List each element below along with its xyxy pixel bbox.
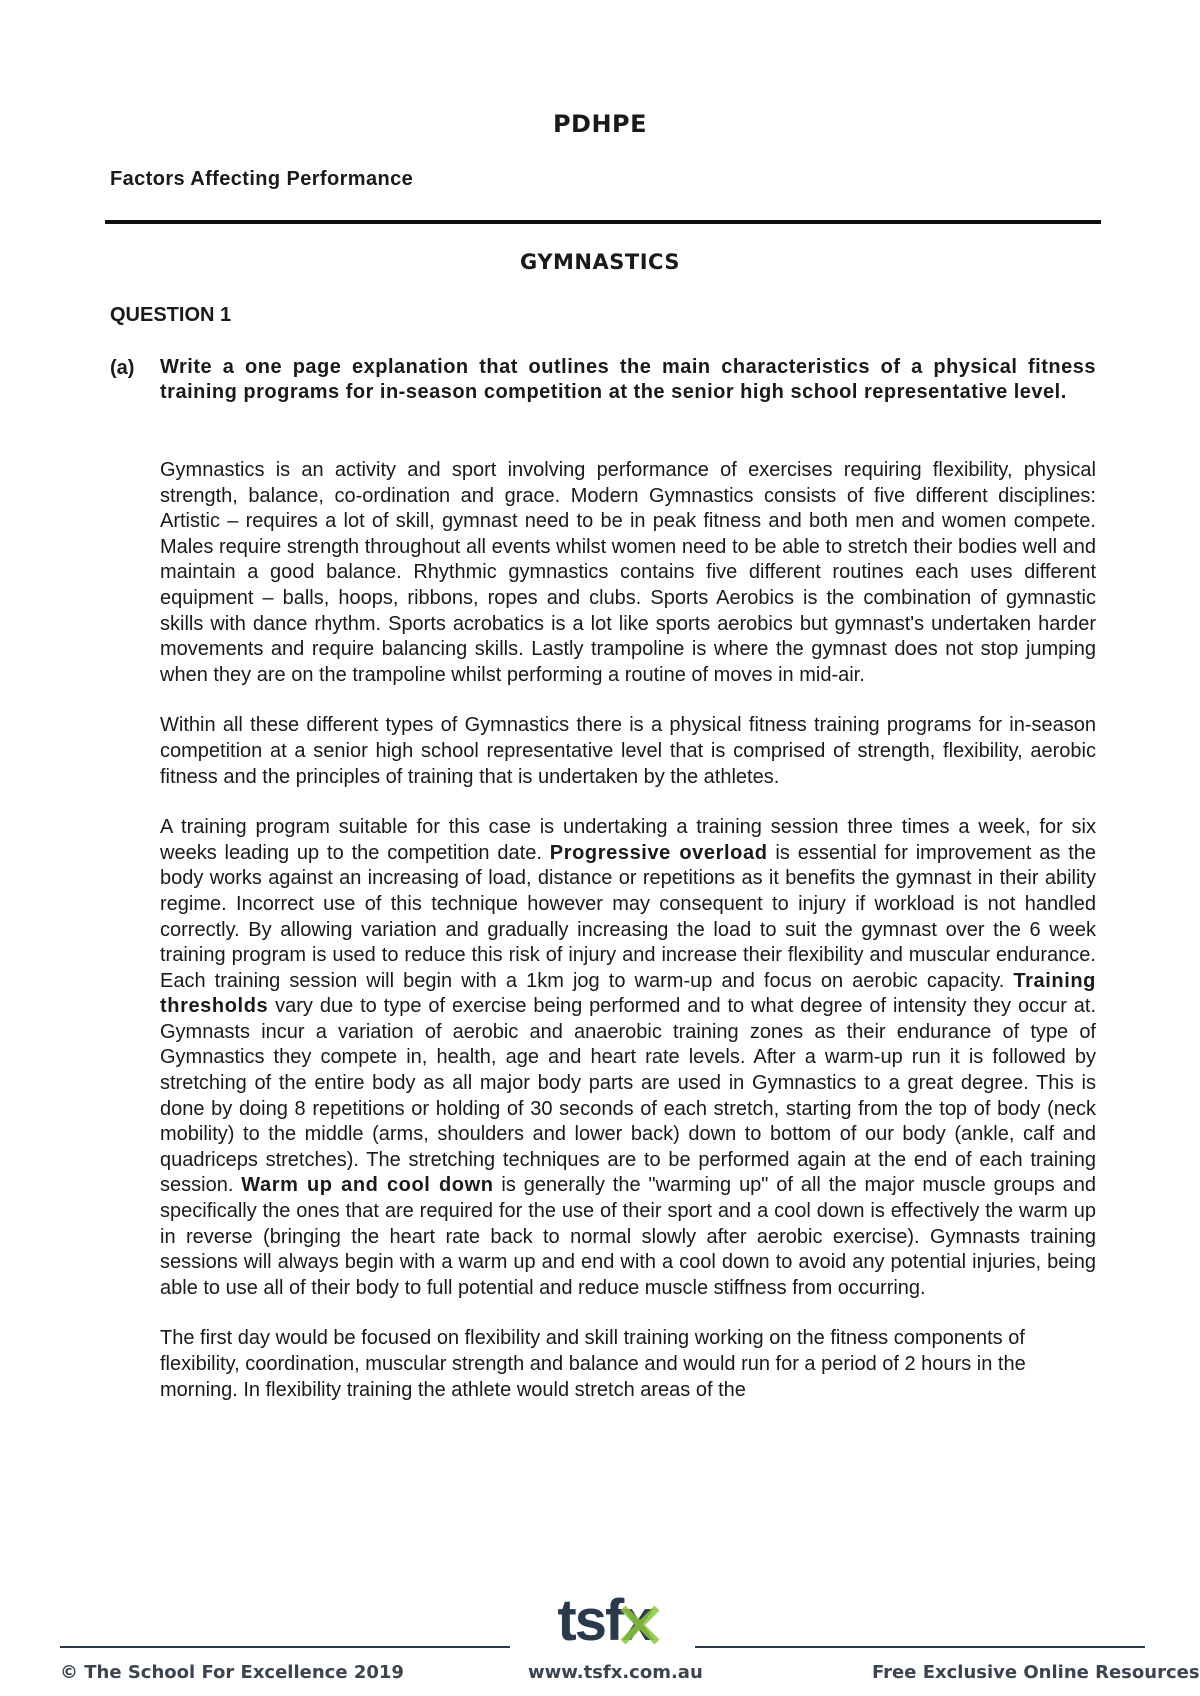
answer-paragraph-4: The first day would be focused on flexibility and skill training working on the fitness components of flexibility, coordination, muscular strength and balance and would run for a period of 2 hours in the morning. In flexibility training the athlete would stretch areas of the — [160, 1327, 1026, 1401]
answer-paragraph-1: Gymnastics is an activity and sport involving performance of exercises requiring flexibility, physical strength, balance, co-ordination and grace. Modern Gymnastics consists of five different disciplines: Artistic – requires a lot of skill, gymnast need to be in peak fitness and both men and women compete. Males require strength throughout all events whilst women need to be able to stretch their bodies well and maintain a good balance. Rhythmic gymnastics contains five different routines each uses different equipment – balls, hoops, ribbons, ropes and clubs. Sports Aerobics is the combination of gymnastic skills with dance rhythm. Sports acrobatics is a lot like sports aerobics but gymnast's undertaken harder movements and require balancing skills. Lastly trampoline is where the gymnast does not stop jumping when they are on the trampoline whilst performing a routine of moves in mid-air. — [160, 459, 1096, 686]
footer-copyright: © The School For Excellence 2019 — [60, 1662, 404, 1683]
footer-website-link[interactable]: www.tsfx.com.au — [528, 1662, 703, 1683]
footer-divider-right — [695, 1646, 1145, 1648]
header-divider — [105, 220, 1101, 224]
paragraph-text: A training program suitable for this case is undertaking a training session three times a week, for six weeks leading up to the competition date. — [160, 816, 1096, 864]
question-part-label: (a) — [110, 357, 135, 379]
section-title: GYMNASTICS — [520, 250, 680, 274]
tsfx-logo — [545, 1580, 665, 1650]
answer-body — [160, 458, 1096, 1428]
question-text: Write a one page explanation that outlines the main characteristics of a physical fitness training programs for in-season competition at the senior high school representative level. — [160, 356, 1096, 403]
paragraph-text: vary due to type of exercise being performed and to what degree of intensity they occur at. Gymnasts incur a variation of aerobic and anaerobic training zones as their endurance of type of Gymnastics they compete in, health, age and heart rate levels. After a warm-up run it is followed by stretching of the entire body as all major body parts are used in Gymnastics to a great degree. This is done by doing 8 repetitions or holding of 30 seconds of each stretch, starting from the top of body (neck mobility) to the middle (arms, shoulders and lower back) down to bottom of our body (ankle, calf and quadriceps stretches). The stretching techniques are to be performed again at the end of each training session. — [160, 995, 1096, 1197]
footer-divider-left — [60, 1646, 510, 1648]
logo-wordmark: tsfx — [557, 1588, 653, 1650]
answer-paragraph-3 — [160, 815, 1096, 1301]
term-warm-up-cool-down: Warm up and cool down — [241, 1174, 494, 1197]
question-label: QUESTION 1 — [110, 304, 232, 326]
subject-title: PDHPE — [552, 110, 648, 138]
paragraph-text: is generally the "warming up" of all the major muscle groups and specifically the ones that are required for the use of their sport and a cool down is effectively the warm up in reverse (bringing the heart rate back to normal slowly after aerobic exercise). Gymnasts training sessions will always begin with a warm up and end with a cool down to avoid any potential injuries, being able to use all of their body to full potential and reduce muscle stiffness from occurring. — [160, 1174, 1096, 1299]
term-progressive-overload: Progressive overload — [549, 841, 768, 864]
topic-heading: Factors Affecting Performance — [110, 168, 414, 190]
paragraph-text: is essential for improvement as the body works against an increasing of load, distance or repetitions as it benefits the gymnast in their ability regime. Incorrect use of this technique however may consequent to injury if workload is not handled correctly. By allowing variation and gradually increasing the load to suit the gymnast over the 6 week training program is used to reduce this risk of injury and increase their flexibility and muscular endurance. Each training session will begin with a 1km jog to warm-up and focus on aerobic capacity. — [160, 841, 1096, 992]
footer-tagline: Free Exclusive Online Resources — [872, 1662, 1200, 1683]
answer-paragraph-2: Within all these different types of Gymnastics there is a physical fitness training programs for in-season competition at a senior high school representative level that is comprised of strength, flexibility, aerobic fitness and the principles of training that is undertaken by the athletes. — [160, 714, 1096, 788]
term-training-thresholds: Training thresholds — [160, 969, 1096, 1018]
